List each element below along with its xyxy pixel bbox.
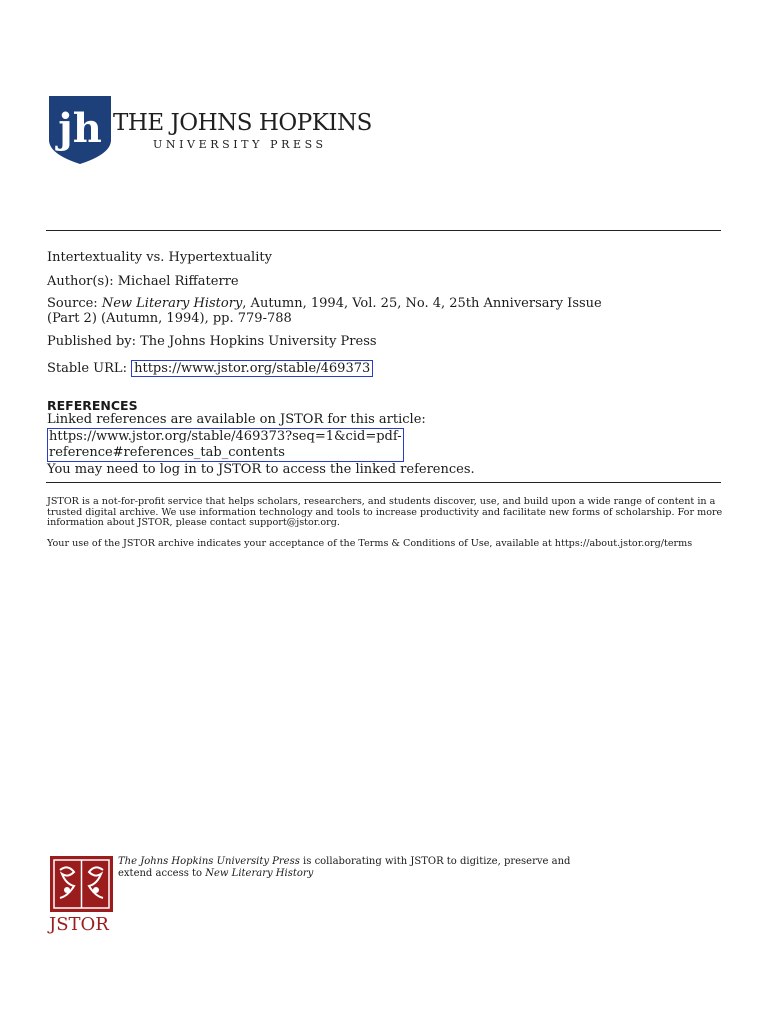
published-line: [47, 334, 377, 350]
references-intro: Linked references are available on JSTOR for this article:: [47, 412, 426, 427]
publisher-logo-subtitle: UNIVERSITY PRESS: [153, 138, 327, 151]
references-link[interactable]: [47, 428, 404, 462]
article-title: Intertextuality vs. Hypertextuality: [47, 250, 272, 265]
svg-text:jh: jh: [58, 105, 102, 152]
top-divider: [46, 230, 721, 231]
references-link-line-1: https://www.jstor.org/stable/469373?seq=1&cid=pdf-: [49, 429, 402, 444]
references-body: [47, 412, 475, 478]
jhu-shield-logo: [49, 96, 111, 164]
stable-url-label: Stable URL:: [47, 361, 127, 376]
source-line: [47, 296, 602, 312]
references-note: You may need to log in to JSTOR to access the linked references.: [47, 462, 475, 477]
collaboration-line-1: [118, 856, 678, 868]
middle-divider: [46, 482, 721, 483]
jstor-wordmark: JSTOR: [49, 914, 109, 935]
terms-paragraph: Your use of the JSTOR archive indicates your acceptance of the Terms & Conditions of Use, available at https://about.jstor.org/terms: [47, 538, 693, 549]
publisher-name: The Johns Hopkins University Press: [140, 334, 377, 349]
stable-url-line: [47, 361, 373, 377]
jstor-notice-paragraph: JSTOR is a not-for-profit service that helps scholars, researchers, and students discover, use, and build upon a wide range of content in a trusted digital archive. We use information technology and tools to increase productivity and facilitate new forms of scholarship. For more information about JSTOR, please contact support@jstor.org.: [47, 496, 723, 528]
collaboration-line-2: [118, 868, 678, 880]
references-link-line-2: reference#references_tab_contents: [49, 445, 285, 460]
references-heading: REFERENCES: [47, 398, 138, 413]
source-label: Source:: [47, 296, 98, 311]
published-label: Published by:: [47, 334, 136, 349]
collaboration-journal: New Literary History: [205, 868, 314, 879]
source-line-2: (Part 2) (Autumn, 1994), pp. 779-788: [47, 311, 292, 326]
author-name: Michael Riffaterre: [117, 274, 239, 289]
collaboration-publisher: The Johns Hopkins University Press: [118, 856, 300, 867]
stable-url-link[interactable]: https://www.jstor.org/stable/469373: [131, 360, 373, 377]
publisher-logo-name: THE JOHNS HOPKINS: [113, 110, 372, 136]
collaboration-text: is collaborating with JSTOR to digitize, preserve and: [299, 856, 571, 867]
collaboration-prefix: extend access to: [118, 868, 206, 879]
source-journal: New Literary History: [101, 296, 243, 311]
author-line: [47, 274, 239, 290]
source-details: , Autumn, 1994, Vol. 25, No. 4, 25th Anniversary Issue: [242, 296, 602, 311]
jstor-logo-icon: [50, 856, 113, 912]
collaboration-note: [118, 856, 678, 880]
publisher-logo: [49, 96, 372, 166]
author-label: Author(s):: [47, 274, 114, 289]
